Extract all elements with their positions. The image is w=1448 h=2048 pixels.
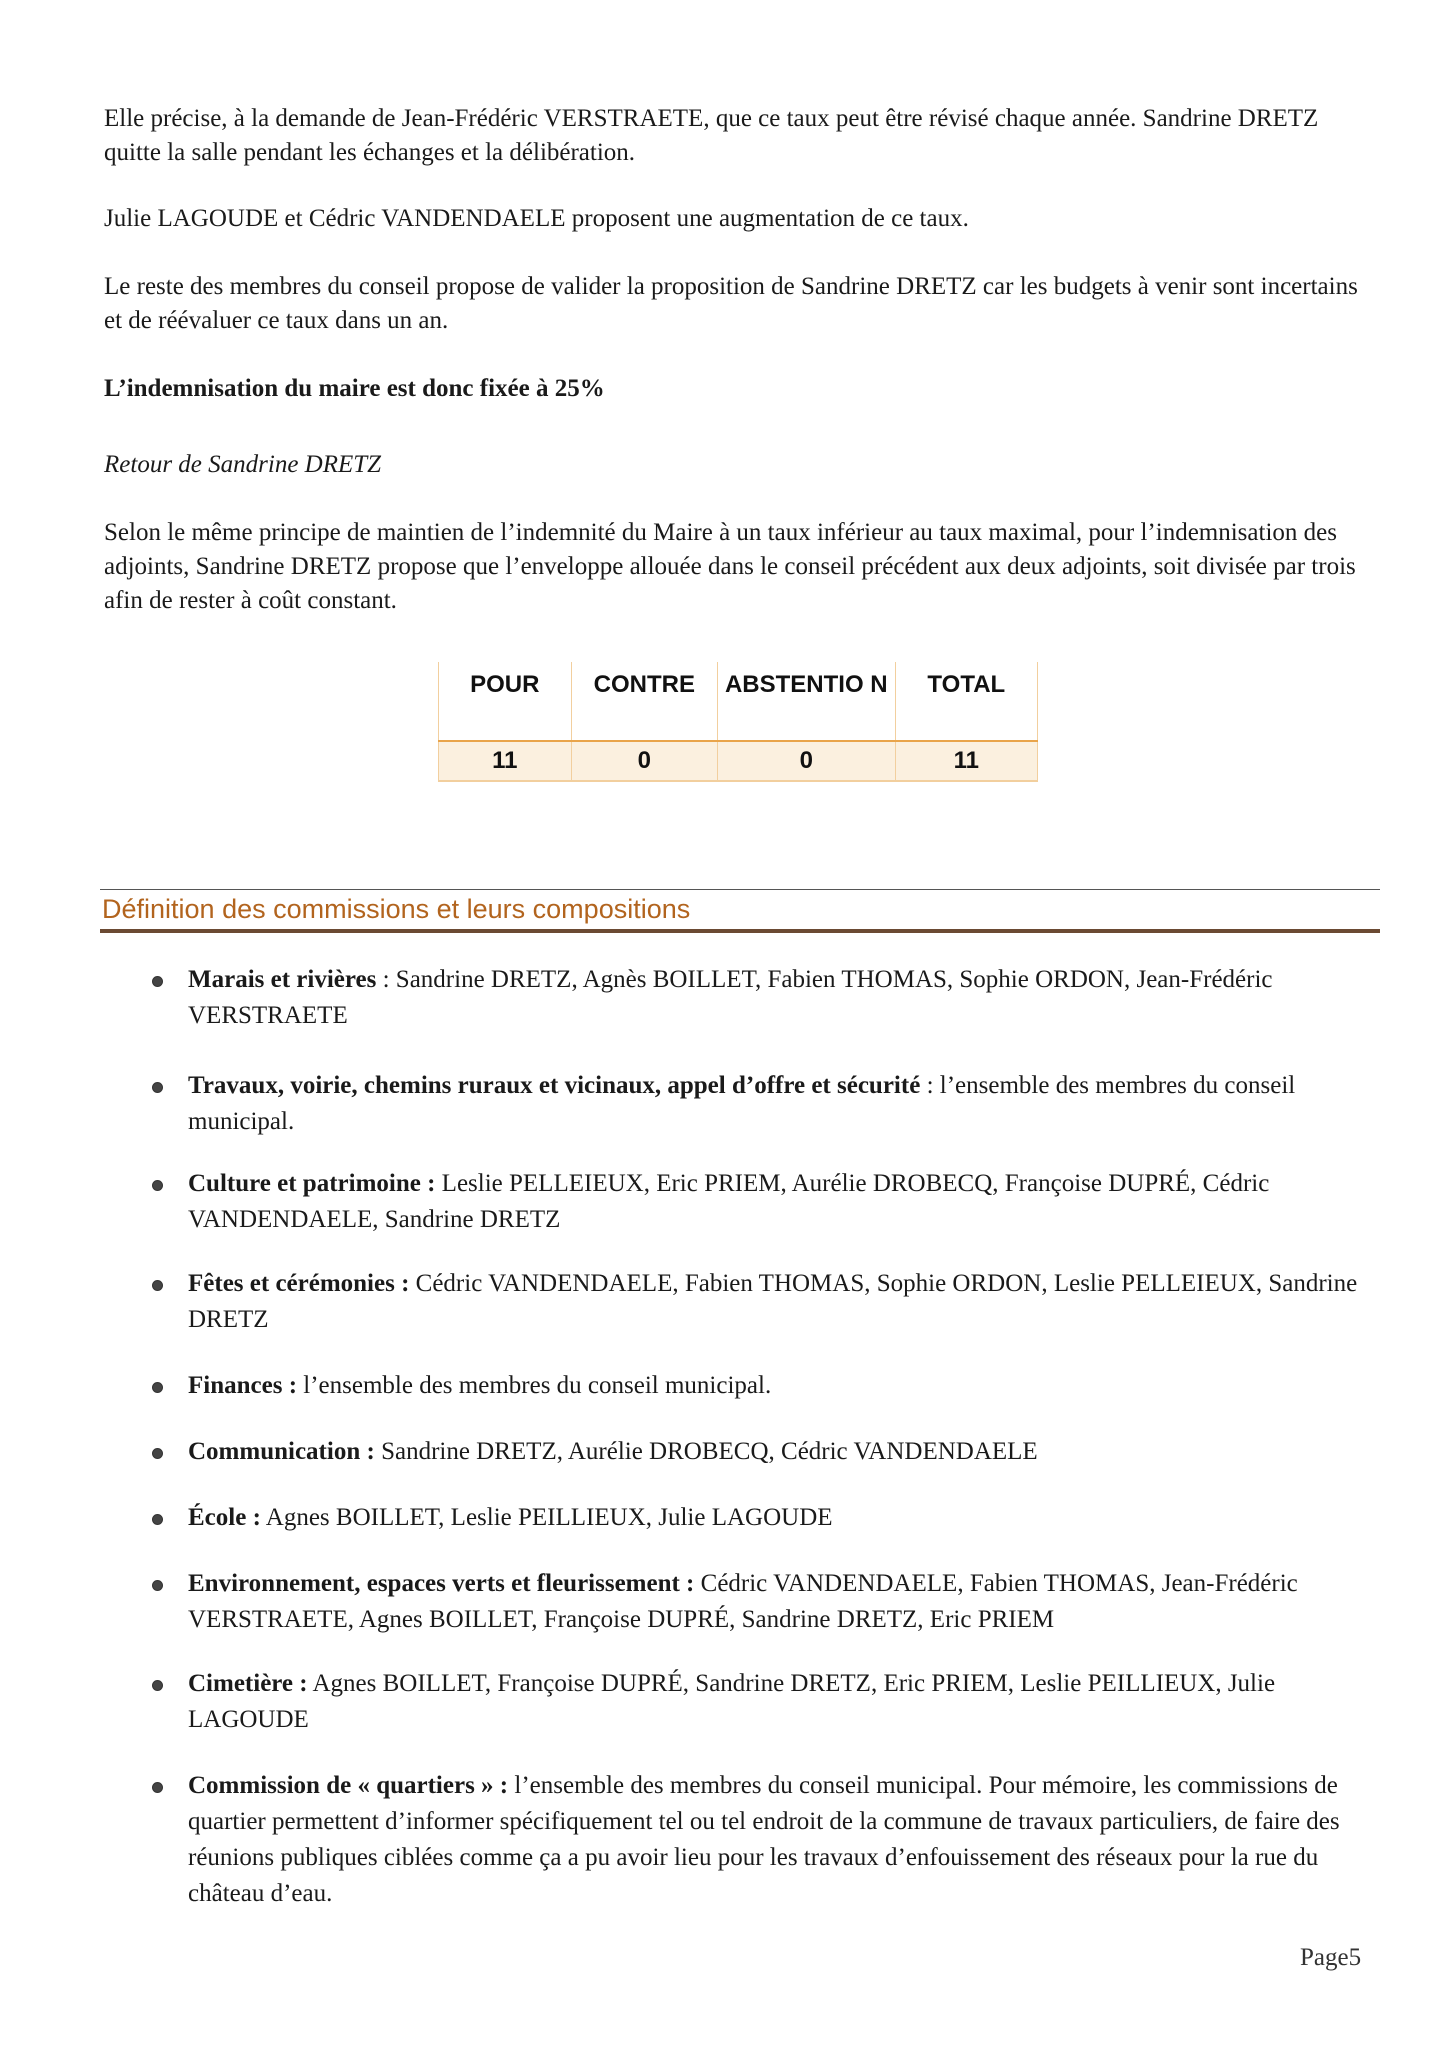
commission-members: Sandrine DRETZ, Aurélie DROBECQ, Cédric VANDENDAELE xyxy=(381,1438,1038,1465)
paragraph-retour: Retour de Sandrine DRETZ xyxy=(104,451,382,478)
vote-header-abstention: ABSTENTIO N xyxy=(717,662,895,741)
bullet-icon xyxy=(152,1082,163,1093)
commission-name: Travaux, voirie, chemins ruraux et vicinaux, appel d’offre et sécurité xyxy=(188,1072,921,1099)
vote-header-total: TOTAL xyxy=(895,662,1037,741)
bullet-icon xyxy=(152,1514,163,1525)
commission-members: Agnes BOILLET, Françoise DUPRÉ, Sandrine DRETZ, Eric PRIEM, Leslie PEILLIEUX, Julie LAGOUDE xyxy=(188,1670,1276,1733)
page-number: Page5 xyxy=(1300,1944,1362,1971)
section-rule-top xyxy=(100,889,1380,890)
paragraph-decision-indemnisation: L’indemnisation du maire est donc fixée à 25% xyxy=(104,375,605,402)
commission-name: École : xyxy=(188,1504,261,1531)
section-rule-bottom xyxy=(100,929,1380,933)
commission-item xyxy=(188,962,1378,1034)
commission-members: l’ensemble des membres du conseil municipal. xyxy=(188,1072,1296,1135)
bullet-icon xyxy=(152,1280,163,1291)
paragraph-indemnisation-adjoints: Selon le même principe de maintien de l’indemnité du Maire à un taux inférieur au taux maximal, pour l’indemnisation des adjoints, Sandrine DRETZ propose que l’enveloppe allouée dans le conseil précédent aux deux adjoints, soit divisée par trois afin de rester à coût constant. xyxy=(104,519,1356,614)
paragraph-taux-revision: Elle précise, à la demande de Jean-Frédéric VERSTRAETE, que ce taux peut être révisé chaque année. Sandrine DRETZ quitte la salle pendant les échanges et la délibération. xyxy=(104,105,1319,166)
vote-value-total: 11 xyxy=(895,741,1037,781)
bullet-icon xyxy=(152,1782,163,1793)
bullet-icon xyxy=(152,1580,163,1591)
vote-table-header-row xyxy=(439,662,1038,741)
commission-name: Commission de « quartiers » : xyxy=(188,1772,509,1799)
commission-item xyxy=(188,1566,1378,1638)
commission-item xyxy=(188,1368,1378,1404)
commission-name: Environnement, espaces verts et fleurissement : xyxy=(188,1570,695,1597)
commission-members: Sandrine DRETZ, Agnès BOILLET, Fabien THOMAS, Sophie ORDON, Jean-Frédéric VERSTRAETE xyxy=(188,966,1273,1029)
bullet-icon xyxy=(152,1448,163,1459)
paragraph-proposition-augmentation: Julie LAGOUDE et Cédric VANDENDAELE proposent une augmentation de ce taux. xyxy=(104,205,969,232)
commission-members: l’ensemble des membres du conseil municipal. Pour mémoire, les commissions de quartier permettent d’informer spécifiquement tel ou tel endroit de la commune de travaux particuliers, de faire des réunions publiques ciblées comme ça a pu avoir lieu pour les travaux d’enfouissement des réseaux pour la rue du château d’eau. xyxy=(188,1772,1340,1907)
commission-separator: : xyxy=(376,966,396,993)
section-title: Définition des commissions et leurs compositions xyxy=(102,894,691,924)
commission-members: Cédric VANDENDAELE, Fabien THOMAS, Jean-Frédéric VERSTRAETE, Agnes BOILLET, Françoise DUPRÉ, Sandrine DRETZ, Eric PRIEM xyxy=(188,1570,1298,1633)
paragraph-reste-membres: Le reste des membres du conseil propose de valider la proposition de Sandrine DRETZ car les budgets à venir sont incertains et de réévaluer ce taux dans un an. xyxy=(104,273,1358,334)
vote-value-abstention: 0 xyxy=(717,741,895,781)
commission-name: Culture et patrimoine : xyxy=(188,1170,436,1197)
commission-members: Cédric VANDENDAELE, Fabien THOMAS, Sophie ORDON, Leslie PELLEIEUX, Sandrine DRETZ xyxy=(188,1270,1358,1333)
vote-value-contre: 0 xyxy=(571,741,717,781)
vote-value-pour: 11 xyxy=(439,741,572,781)
commission-name: Marais et rivières xyxy=(188,966,377,993)
commission-name: Finances : xyxy=(188,1372,298,1399)
commission-item xyxy=(188,1768,1378,1912)
commission-name: Fêtes et cérémonies : xyxy=(188,1270,410,1297)
commission-item xyxy=(188,1166,1378,1238)
vote-table xyxy=(438,662,1038,782)
commission-name: Communication : xyxy=(188,1438,375,1465)
commission-item xyxy=(188,1434,1378,1470)
commission-item xyxy=(188,1500,1378,1536)
commission-item xyxy=(188,1068,1378,1140)
commission-members: Leslie PELLEIEUX, Eric PRIEM, Aurélie DROBECQ, Françoise DUPRÉ, Cédric VANDENDAELE, Sandrine DRETZ xyxy=(188,1170,1270,1233)
commission-item xyxy=(188,1266,1378,1338)
commission-separator: : xyxy=(920,1072,940,1099)
vote-table-value-row xyxy=(439,741,1038,781)
commission-members: l’ensemble des membres du conseil municipal. xyxy=(303,1372,772,1399)
commission-members: Agnes BOILLET, Leslie PEILLIEUX, Julie LAGOUDE xyxy=(265,1504,833,1531)
commission-item xyxy=(188,1666,1378,1738)
vote-header-pour: POUR xyxy=(439,662,572,741)
bullet-icon xyxy=(152,976,163,987)
vote-header-contre: CONTRE xyxy=(571,662,717,741)
bullet-icon xyxy=(152,1382,163,1393)
bullet-icon xyxy=(152,1180,163,1191)
bullet-icon xyxy=(152,1680,163,1691)
commission-name: Cimetière : xyxy=(188,1670,308,1697)
